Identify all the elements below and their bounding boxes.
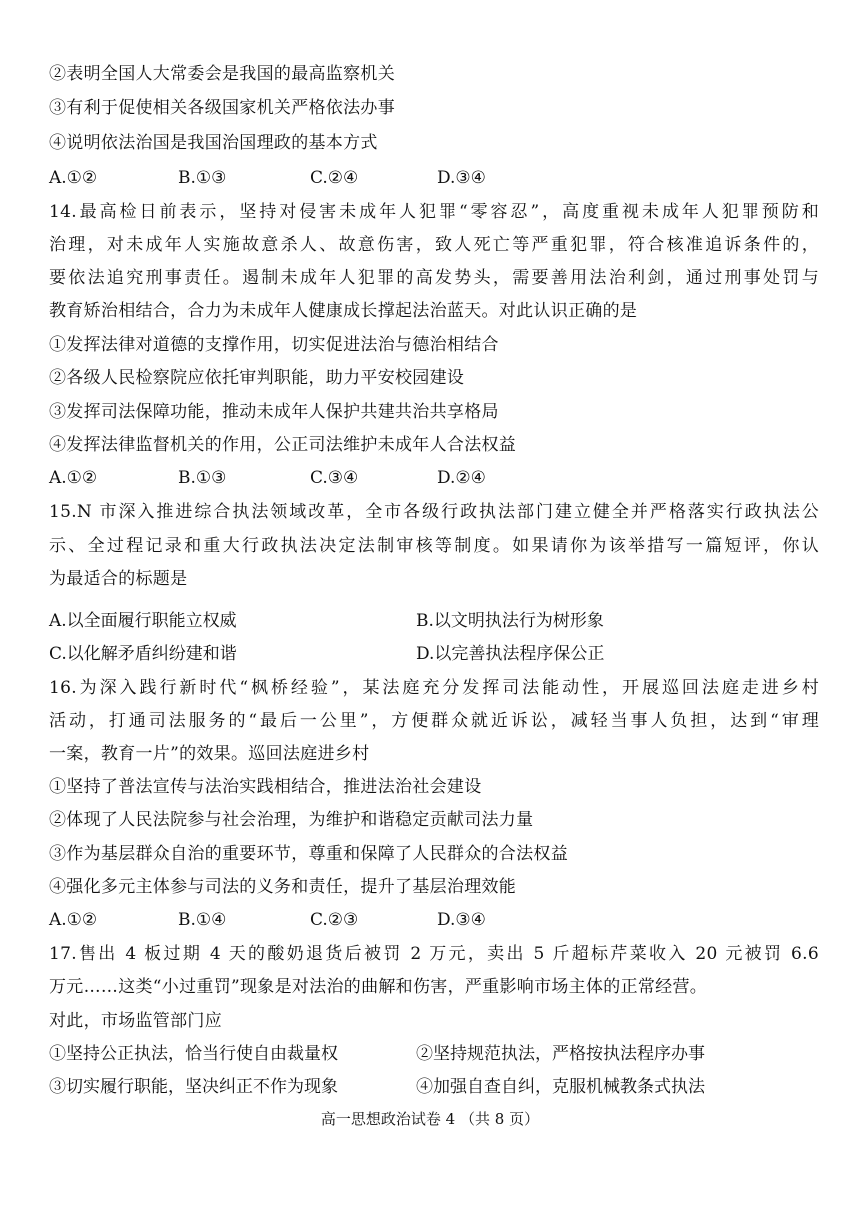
q14-option-a: A.①② — [49, 468, 98, 488]
q13-item-3: ③有利于促使相关各级国家机关严格依法办事 — [49, 98, 395, 118]
q16-item-4: ④强化多元主体参与司法的义务和责任，提升了基层治理效能 — [49, 877, 517, 897]
q16-stem-line-2: 活动，打通司法服务的“最后一公里”，方便群众就近诉讼，减轻当事人负担，达到“审理 — [49, 711, 819, 731]
q14-item-3: ③发挥司法保障功能，推动未成年人保护共建共治共享格局 — [49, 402, 499, 422]
q16-option-c: C.②③ — [310, 910, 359, 930]
q14-stem-line-1: 14.最高检日前表示，坚持对侵害未成年人犯罪“零容忍”，高度重视未成年人犯罪预防和 — [49, 202, 819, 222]
q16-stem-line-1: 16.为深入践行新时代“枫桥经验”，某法庭充分发挥司法能动性，开展巡回法庭走进乡村 — [49, 678, 819, 698]
q16-option-b: B.①④ — [178, 910, 227, 930]
q13-option-d: D.③④ — [437, 168, 486, 188]
q17-stem-line-3: 对此，市场监管部门应 — [49, 1011, 222, 1031]
q16-item-1: ①坚持了普法宣传与法治实践相结合，推进法治社会建设 — [49, 777, 482, 797]
page-footer: 高一思想政治试卷 4 （共 8 页） — [320, 1110, 540, 1128]
q13-item-4: ④说明依法治国是我国治国理政的基本方式 — [49, 133, 378, 153]
q16-stem-line-3: 一案，教育一片”的效果。巡回法庭进乡村 — [49, 744, 370, 764]
q15-option-a: A.以全面履行职能立权威 — [49, 611, 237, 631]
q15-stem-line-3: 为最适合的标题是 — [49, 569, 188, 589]
q17-stem-line-1: 17.售出 4 板过期 4 天的酸奶退货后被罚 2 万元，卖出 5 斤超标芹菜收入 20 元被罚 6.6 — [49, 944, 819, 964]
q15-option-d: D.以完善执法程序保公正 — [416, 644, 605, 664]
q17-item-2: ②坚持规范执法，严格按执法程序办事 — [416, 1044, 705, 1064]
q15-stem-line-1: 15.N 市深入推进综合执法领域改革，全市各级行政执法部门建立健全并严格落实行政执法公 — [49, 502, 819, 522]
q14-option-c: C.③④ — [310, 468, 359, 488]
q14-stem-line-4: 教育矫治相结合，合力为未成年人健康成长撑起法治蓝天。对此认识正确的是 — [49, 301, 638, 321]
q17-item-4: ④加强自查自纠，克服机械教条式执法 — [416, 1077, 705, 1097]
q14-option-b: B.①③ — [178, 468, 227, 488]
q14-item-1: ①发挥法律对道德的支撑作用，切实促进法治与德治相结合 — [49, 335, 499, 355]
q14-option-d: D.②④ — [437, 468, 486, 488]
q14-stem-line-2: 治理，对未成年人实施故意杀人、故意伤害，致人死亡等严重犯罪，符合核准追诉条件的， — [49, 235, 819, 255]
q17-stem-line-2: 万元……这类“小过重罚”现象是对法治的曲解和伤害，严重影响市场主体的正常经营。 — [49, 977, 708, 997]
q14-stem-line-3: 要依法追究刑事责任。遏制未成年人犯罪的高发势头，需要善用法治利剑，通过刑事处罚与 — [49, 268, 819, 288]
q13-option-b: B.①③ — [178, 168, 227, 188]
q15-option-b: B.以文明执法行为树形象 — [416, 611, 604, 631]
q13-item-2: ②表明全国人大常委会是我国的最高监察机关 — [49, 64, 395, 84]
q17-item-3: ③切实履行职能，坚决纠正不作为现象 — [49, 1077, 338, 1097]
q13-option-c: C.②④ — [310, 168, 359, 188]
q16-option-a: A.①② — [49, 910, 98, 930]
q16-item-2: ②体现了人民法院参与社会治理，为维护和谐稳定贡献司法力量 — [49, 810, 534, 830]
q16-option-d: D.③④ — [437, 910, 486, 930]
q17-item-1: ①坚持公正执法，恰当行使自由裁量权 — [49, 1044, 338, 1064]
q15-option-c: C.以化解矛盾纠纷建和谐 — [49, 644, 237, 664]
q14-item-4: ④发挥法律监督机关的作用，公正司法维护未成年人合法权益 — [49, 435, 517, 455]
q13-option-a: A.①② — [49, 168, 98, 188]
q14-item-2: ②各级人民检察院应依托审判职能，助力平安校园建设 — [49, 368, 465, 388]
q16-item-3: ③作为基层群众自治的重要环节，尊重和保障了人民群众的合法权益 — [49, 844, 568, 864]
q15-stem-line-2: 示、全过程记录和重大行政执法决定法制审核等制度。如果请你为该举措写一篇短评，你认 — [49, 536, 819, 556]
